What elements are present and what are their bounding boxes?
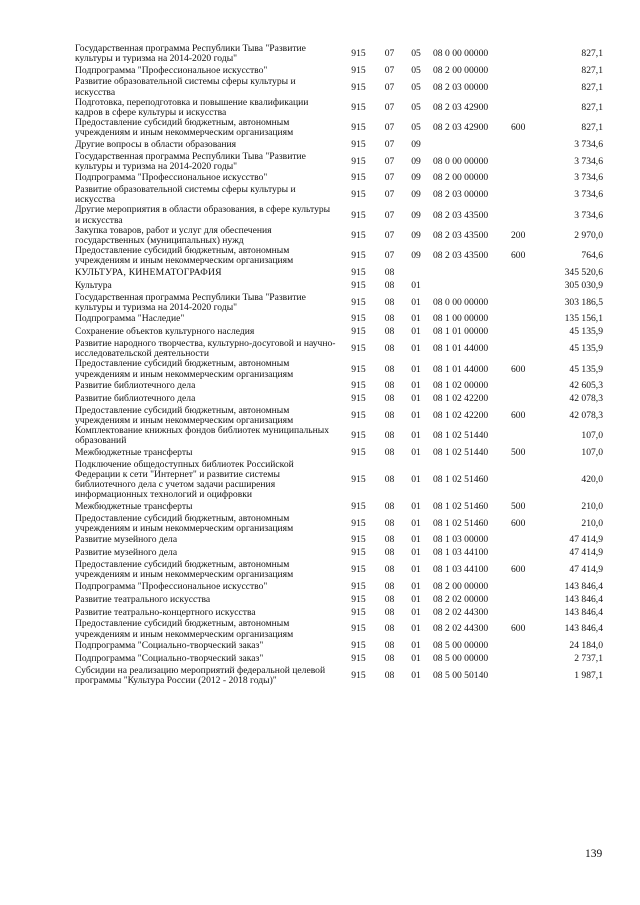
section-code: 08 xyxy=(384,380,395,392)
table-row xyxy=(75,339,603,359)
table-row xyxy=(75,380,603,393)
section-code: 07 xyxy=(384,122,395,134)
table-row xyxy=(75,580,603,593)
row-name: Сохранение объектов культурного наследия xyxy=(75,326,255,338)
amount: 2 970,0 xyxy=(574,229,603,241)
amount: 42 078,3 xyxy=(569,393,603,405)
amount: 143 846,4 xyxy=(564,593,603,605)
section-code: 08 xyxy=(384,363,395,375)
expense-type-code xyxy=(511,460,537,501)
table-row xyxy=(75,666,603,686)
admin-code: 915 xyxy=(351,623,366,635)
amount: 3 734,6 xyxy=(574,139,603,151)
section-code: 08 xyxy=(384,447,395,459)
section-code: 07 xyxy=(384,139,395,151)
admin-code: 915 xyxy=(351,547,366,559)
admin-code: 915 xyxy=(351,48,366,60)
row-name: Развитие библиотечного дела xyxy=(75,393,196,405)
section-code: 07 xyxy=(384,101,395,113)
subsection-code: 01 xyxy=(411,326,421,338)
amount: 47 414,9 xyxy=(569,564,603,575)
amount: 107,0 xyxy=(581,447,603,459)
table-row xyxy=(75,98,603,118)
expense-type-code xyxy=(511,172,537,185)
row-name: Развитие народного творчества, культурно-досуговой и научно-исследовательской деятельности xyxy=(75,338,336,360)
expense-type-code xyxy=(511,666,537,686)
row-name: Другие вопросы в области образования xyxy=(75,139,237,151)
amount: 135 156,1 xyxy=(564,313,603,325)
admin-code: 915 xyxy=(351,473,366,485)
amount: 420,0 xyxy=(581,473,603,485)
row-name: Предоставление субсидий бюджетным, автономным учреждениям и иным некоммерческим организациям xyxy=(75,358,294,380)
section-code: 07 xyxy=(384,172,395,184)
amount: 47 414,9 xyxy=(569,534,603,546)
row-name: Подключение общедоступных библиотек Российской Федерации к сети "Интернет" и развитие системы библиотечного дела с учетом задачи расширения информационных технологий и оцифровки xyxy=(75,458,294,501)
table-row xyxy=(75,205,603,225)
section-code: 07 xyxy=(384,189,395,201)
subsection-code: 01 xyxy=(411,517,421,529)
table-row-section xyxy=(75,267,603,280)
admin-code: 915 xyxy=(351,189,366,201)
admin-code: 915 xyxy=(351,155,366,167)
target-article-code: 08 2 00 00000 xyxy=(433,172,489,184)
row-name: Закупка товаров, работ и услуг для обеспечения государственных (муниципальных) нужд xyxy=(75,224,272,247)
target-article-code: 08 1 02 51460 xyxy=(433,500,489,512)
subsection-code: 01 xyxy=(411,343,421,355)
row-name: Межбюджетные трансферты xyxy=(75,447,193,459)
subsection-code: 01 xyxy=(411,409,421,421)
section-code: 08 xyxy=(384,500,395,512)
target-article-code: 08 2 03 00000 xyxy=(433,189,489,201)
target-article-code: 08 2 03 42900 xyxy=(433,101,489,113)
amount: 827,1 xyxy=(581,64,603,76)
subsection-code: 01 xyxy=(411,500,421,512)
admin-code: 915 xyxy=(351,447,366,459)
admin-code: 915 xyxy=(351,653,366,665)
admin-code: 915 xyxy=(351,280,366,292)
section-code: 08 xyxy=(384,653,395,665)
table-row xyxy=(75,547,603,560)
target-article-code: 08 1 02 42200 xyxy=(433,393,489,405)
admin-code: 915 xyxy=(351,172,366,184)
row-name: Субсидии на реализацию мероприятий федеральной целевой программы "Культура России (2012 - 2018 годы)" xyxy=(75,664,326,686)
row-name: Развитие библиотечного дела xyxy=(75,380,196,392)
amount: 210,0 xyxy=(581,517,603,529)
amount: 47 414,9 xyxy=(569,547,603,559)
expense-type-code xyxy=(511,267,537,280)
admin-code: 915 xyxy=(351,64,366,76)
admin-code: 915 xyxy=(351,267,366,279)
expense-type-code xyxy=(511,44,537,64)
admin-code: 915 xyxy=(351,81,366,93)
table-row xyxy=(75,447,603,460)
subsection-code: 05 xyxy=(411,64,421,76)
subsection-code: 01 xyxy=(411,606,421,618)
target-article-code: 08 1 02 51460 xyxy=(433,473,489,485)
row-name: Развитие театрального искусства xyxy=(75,593,211,605)
subsection-code xyxy=(403,267,429,280)
expense-type-code: 600 xyxy=(511,122,526,134)
section-code: 08 xyxy=(384,606,395,618)
subsection-code: 01 xyxy=(411,653,421,665)
target-article-code: 08 1 01 44000 xyxy=(433,343,489,355)
subsection-code: 01 xyxy=(411,363,421,375)
section-code: 08 xyxy=(384,313,395,325)
table-row xyxy=(75,593,603,606)
row-name: Предоставление субсидий бюджетным, автономным учреждениям и иным некоммерческим организациям xyxy=(75,245,294,267)
table-row xyxy=(75,44,603,64)
row-name: Предоставление субсидий бюджетным, автономным учреждениям и иным некоммерческим организациям xyxy=(75,117,294,139)
target-article-code: 08 5 00 50140 xyxy=(433,669,489,681)
expense-type-code xyxy=(511,293,537,313)
expense-type-code xyxy=(511,205,537,225)
expense-type-code xyxy=(511,547,537,560)
amount: 1 987,1 xyxy=(574,669,603,681)
expense-type-code xyxy=(511,534,537,547)
subsection-code: 01 xyxy=(411,640,421,652)
admin-code: 915 xyxy=(351,101,366,113)
row-name: Государственная программа Республики Тыва "Развитие культуры и туризма на 2014-2020 годы" xyxy=(75,291,306,313)
amount: 45 135,9 xyxy=(569,363,603,375)
section-code: 08 xyxy=(384,267,395,279)
target-article-code: 08 2 02 44300 xyxy=(433,606,489,618)
section-code: 08 xyxy=(384,409,395,421)
target-article-code: 08 2 03 43500 xyxy=(433,209,489,221)
admin-code: 915 xyxy=(351,343,366,355)
admin-code: 915 xyxy=(351,534,366,546)
row-name: Государственная программа Республики Тыва "Развитие культуры и туризма на 2014-2020 годы" xyxy=(75,43,306,65)
admin-code: 915 xyxy=(351,580,366,592)
row-name: Подпрограмма "Профессиональное искусство" xyxy=(75,172,268,184)
section-code: 08 xyxy=(384,640,395,652)
table-row xyxy=(75,139,603,152)
subsection-code: 01 xyxy=(411,447,421,459)
budget-table-body xyxy=(75,44,603,686)
subsection-code: 09 xyxy=(411,172,421,184)
table-row xyxy=(75,426,603,446)
row-name: Предоставление субсидий бюджетным, автономным учреждениям и иным некоммерческим организациям xyxy=(75,558,294,581)
amount: 305 030,9 xyxy=(564,280,603,292)
table-row xyxy=(75,653,603,666)
table-row xyxy=(75,77,603,97)
admin-code: 915 xyxy=(351,640,366,652)
target-article-code: 08 1 02 42200 xyxy=(433,409,489,421)
section-code: 08 xyxy=(384,517,395,529)
section-code: 07 xyxy=(384,229,395,241)
target-article-code: 08 1 03 44100 xyxy=(433,547,489,559)
budget-table xyxy=(75,44,603,686)
amount: 3 734,6 xyxy=(574,189,603,201)
section-code: 08 xyxy=(384,280,395,292)
expense-type-code xyxy=(511,606,537,619)
row-name: Развитие театрально-концертного искусства xyxy=(75,606,256,618)
expense-type-code xyxy=(511,64,537,77)
section-code: 08 xyxy=(384,296,395,308)
section-code: 07 xyxy=(384,48,395,60)
section-code: 07 xyxy=(384,64,395,76)
expense-type-code xyxy=(511,653,537,666)
target-article-code: 08 1 02 00000 xyxy=(433,380,489,392)
target-article-code: 08 0 00 00000 xyxy=(433,296,489,308)
section-code: 07 xyxy=(384,209,395,221)
subsection-code: 09 xyxy=(411,250,421,262)
amount: 45 135,9 xyxy=(569,343,603,355)
amount: 827,1 xyxy=(581,122,603,134)
section-code: 07 xyxy=(384,250,395,262)
target-article-code xyxy=(429,139,511,152)
row-name: Развитие образовательной системы сферы культуры и искусства xyxy=(75,76,296,98)
subsection-code: 01 xyxy=(411,580,421,592)
subsection-code: 05 xyxy=(411,48,421,60)
subsection-code: 09 xyxy=(411,155,421,167)
table-row xyxy=(75,152,603,172)
amount: 764,6 xyxy=(581,250,603,262)
amount: 45 135,9 xyxy=(569,326,603,338)
subsection-code: 09 xyxy=(411,209,421,221)
expense-type-code xyxy=(511,380,537,393)
target-article-code: 08 1 01 00000 xyxy=(433,326,489,338)
row-name: Комплектование книжных фондов библиотек муниципальных образований xyxy=(75,425,330,447)
section-code: 08 xyxy=(384,534,395,546)
subsection-code: 01 xyxy=(411,296,421,308)
subsection-code: 01 xyxy=(411,430,421,442)
table-row xyxy=(75,313,603,326)
table-row xyxy=(75,514,603,534)
subsection-code: 01 xyxy=(411,473,421,485)
row-name: Развитие музейного дела xyxy=(75,547,178,559)
subsection-code: 01 xyxy=(411,393,421,405)
table-row xyxy=(75,293,603,313)
target-article-code: 08 2 02 00000 xyxy=(433,593,489,605)
expense-type-code xyxy=(511,313,537,326)
target-article-code: 08 2 03 43500 xyxy=(433,250,489,262)
subsection-code: 05 xyxy=(411,81,421,93)
expense-type-code xyxy=(511,640,537,653)
page-number: 139 xyxy=(585,848,603,860)
row-name: КУЛЬТУРА, КИНЕМАТОГРАФИЯ xyxy=(75,267,222,279)
admin-code: 915 xyxy=(351,139,366,151)
row-name: Культура xyxy=(75,280,112,292)
subsection-code: 05 xyxy=(411,101,421,113)
admin-code: 915 xyxy=(351,209,366,221)
section-code: 08 xyxy=(384,580,395,592)
expense-type-code xyxy=(511,185,537,205)
amount: 143 846,4 xyxy=(564,623,603,635)
amount: 143 846,4 xyxy=(564,580,603,592)
expense-type-code: 600 xyxy=(511,623,526,635)
table-row xyxy=(75,640,603,653)
row-name: Подпрограмма "Профессиональное искусство" xyxy=(75,580,268,592)
section-code: 08 xyxy=(384,623,395,635)
expense-type-code: 200 xyxy=(511,229,526,241)
table-row xyxy=(75,460,603,501)
target-article-code: 08 1 01 44000 xyxy=(433,363,489,375)
row-name: Развитие образовательной системы сферы культуры и искусства xyxy=(75,184,296,206)
amount: 3 734,6 xyxy=(574,172,603,184)
section-code: 08 xyxy=(384,430,395,442)
subsection-code: 01 xyxy=(411,669,421,681)
target-article-code: 08 2 00 00000 xyxy=(433,580,489,592)
amount: 42 078,3 xyxy=(569,409,603,421)
subsection-code: 01 xyxy=(411,534,421,546)
admin-code: 915 xyxy=(351,669,366,681)
section-code: 08 xyxy=(384,564,395,575)
row-name: Подпрограмма "Социально-творческий заказ" xyxy=(75,640,264,652)
row-name: Подготовка, переподготовка и повышение квалификации кадров в сфере культуры и искусства xyxy=(75,96,309,119)
target-article-code: 08 2 02 44300 xyxy=(433,623,489,635)
row-name: Предоставление субсидий бюджетным, автономным учреждениям и иным некоммерческим организациям xyxy=(75,512,294,534)
admin-code: 915 xyxy=(351,564,366,575)
table-row xyxy=(75,118,603,138)
target-article-code: 08 1 03 00000 xyxy=(433,534,489,546)
admin-code: 915 xyxy=(351,326,366,338)
target-article-code: 08 5 00 00000 xyxy=(433,653,489,665)
table-row xyxy=(75,534,603,547)
subsection-code: 01 xyxy=(411,593,421,605)
target-article-code xyxy=(429,280,511,293)
row-name: Подпрограмма "Профессиональное искусство" xyxy=(75,64,268,76)
target-article-code: 08 1 02 51440 xyxy=(433,430,489,442)
section-code: 08 xyxy=(384,326,395,338)
table-row xyxy=(75,280,603,293)
row-name: Предоставление субсидий бюджетным, автономным учреждениям и иным некоммерческим организациям xyxy=(75,404,294,427)
target-article-code: 08 0 00 00000 xyxy=(433,155,489,167)
admin-code: 915 xyxy=(351,517,366,529)
table-row xyxy=(75,185,603,205)
expense-type-code xyxy=(511,280,537,293)
admin-code: 915 xyxy=(351,409,366,421)
section-code: 07 xyxy=(384,155,395,167)
row-name: Государственная программа Республики Тыва "Развитие культуры и туризма на 2014-2020 годы" xyxy=(75,150,306,172)
admin-code: 915 xyxy=(351,250,366,262)
amount: 3 734,6 xyxy=(574,209,603,221)
amount: 303 186,5 xyxy=(564,296,603,308)
amount: 24 184,0 xyxy=(569,640,603,652)
target-article-code: 08 2 00 00000 xyxy=(433,64,489,76)
subsection-code: 09 xyxy=(411,229,421,241)
admin-code: 915 xyxy=(351,500,366,512)
table-row xyxy=(75,501,603,514)
row-name: Подпрограмма "Социально-творческий заказ" xyxy=(75,653,264,665)
expense-type-code xyxy=(511,339,537,359)
subsection-code: 09 xyxy=(411,139,421,151)
amount: 143 846,4 xyxy=(564,606,603,618)
target-article-code: 08 2 03 43500 xyxy=(433,229,489,241)
admin-code: 915 xyxy=(351,380,366,392)
target-article-code: 08 2 03 00000 xyxy=(433,81,489,93)
amount: 345 520,6 xyxy=(564,267,603,279)
section-code: 08 xyxy=(384,473,395,485)
target-article-code: 08 2 03 42900 xyxy=(433,122,489,134)
table-row xyxy=(75,359,603,379)
target-article-code: 08 5 00 00000 xyxy=(433,640,489,652)
expense-type-code: 600 xyxy=(511,564,526,575)
expense-type-code: 500 xyxy=(511,447,526,459)
subsection-code: 09 xyxy=(411,189,421,201)
amount: 827,1 xyxy=(581,48,603,60)
amount: 3 734,6 xyxy=(574,155,603,167)
amount: 42 605,3 xyxy=(569,380,603,392)
expense-type-code: 600 xyxy=(511,517,526,529)
section-code: 08 xyxy=(384,669,395,681)
expense-type-code: 600 xyxy=(511,409,526,421)
target-article-code: 08 0 00 00000 xyxy=(433,48,489,60)
target-article-code: 08 1 02 51460 xyxy=(433,517,489,529)
admin-code: 915 xyxy=(351,430,366,442)
amount: 107,0 xyxy=(581,430,603,442)
subsection-code: 01 xyxy=(411,564,421,575)
expense-type-code xyxy=(511,152,537,172)
admin-code: 915 xyxy=(351,229,366,241)
subsection-code: 01 xyxy=(411,280,421,292)
admin-code: 915 xyxy=(351,593,366,605)
amount: 210,0 xyxy=(581,500,603,512)
expense-type-code: 600 xyxy=(511,363,526,375)
amount: 827,1 xyxy=(581,101,603,113)
subsection-code: 01 xyxy=(411,313,421,325)
amount: 2 737,1 xyxy=(574,653,603,665)
section-code: 08 xyxy=(384,393,395,405)
expense-type-code xyxy=(511,426,537,446)
table-row xyxy=(75,406,603,426)
target-article-code: 08 1 02 51440 xyxy=(433,447,489,459)
subsection-code: 01 xyxy=(411,623,421,635)
table-row xyxy=(75,226,603,246)
table-row xyxy=(75,560,603,580)
row-name: Подпрограмма "Наследие" xyxy=(75,313,185,325)
subsection-code: 05 xyxy=(411,122,421,134)
section-code: 08 xyxy=(384,343,395,355)
expense-type-code xyxy=(511,98,537,118)
expense-type-code xyxy=(511,326,537,339)
admin-code: 915 xyxy=(351,313,366,325)
target-article-code xyxy=(429,267,511,280)
section-code: 07 xyxy=(384,81,395,93)
expense-type-code xyxy=(511,139,537,152)
row-name: Предоставление субсидий бюджетным, автономным учреждениям и иным некоммерческим организациям xyxy=(75,618,294,640)
admin-code: 915 xyxy=(351,296,366,308)
amount: 827,1 xyxy=(581,81,603,93)
target-article-code: 08 1 03 44100 xyxy=(433,564,489,575)
expense-type-code xyxy=(511,580,537,593)
section-code: 08 xyxy=(384,547,395,559)
table-row xyxy=(75,619,603,639)
admin-code: 915 xyxy=(351,122,366,134)
section-code: 08 xyxy=(384,593,395,605)
row-name: Развитие музейного дела xyxy=(75,534,178,546)
expense-type-code xyxy=(511,77,537,97)
admin-code: 915 xyxy=(351,363,366,375)
table-row xyxy=(75,246,603,266)
admin-code: 915 xyxy=(351,606,366,618)
subsection-code: 01 xyxy=(411,380,421,392)
admin-code: 915 xyxy=(351,393,366,405)
row-name: Межбюджетные трансферты xyxy=(75,500,193,512)
expense-type-code: 500 xyxy=(511,500,526,512)
expense-type-code xyxy=(511,393,537,406)
expense-type-code xyxy=(511,593,537,606)
expense-type-code: 600 xyxy=(511,250,526,262)
row-name: Другие мероприятия в области образования, в сфере культуры и искусства xyxy=(75,204,331,226)
table-row xyxy=(75,393,603,406)
subsection-code: 01 xyxy=(411,547,421,559)
target-article-code: 08 1 00 00000 xyxy=(433,313,489,325)
